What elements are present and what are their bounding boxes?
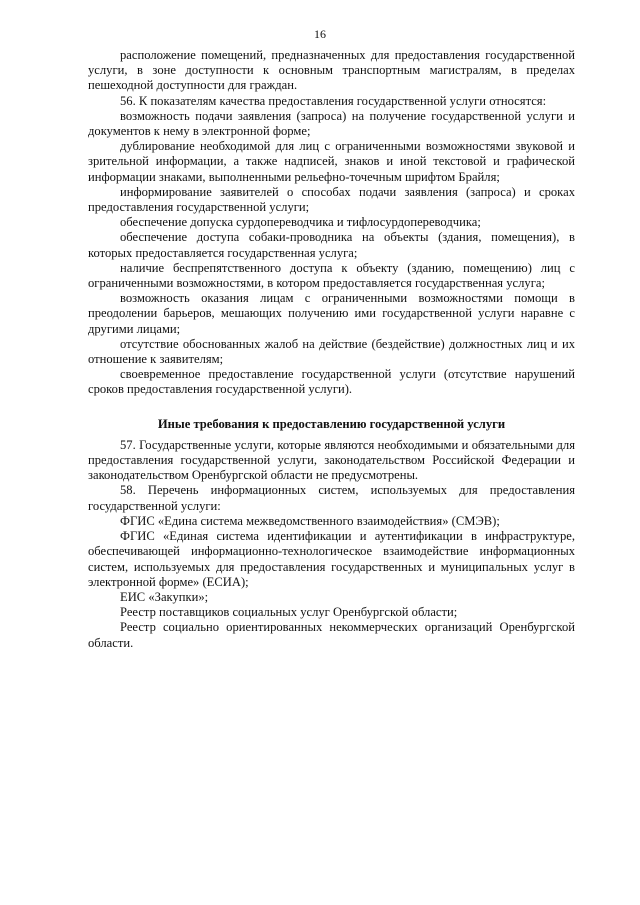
paragraph: расположение помещений, предназначенных для предоставления государственной услуги, в зоне доступности к основным транспортным магистралям, в пределах пешеходной доступности для граждан. [88, 48, 575, 93]
paragraph: отсутствие обоснованных жалоб на действие (бездействие) должностных лиц и их отношение к заявителям; [88, 336, 575, 367]
paragraph: своевременное предоставление государственной услуги (отсутствие нарушений сроков предоставления государственной услуги). [88, 367, 575, 397]
paragraph: ЕИС «Закупки»; [120, 589, 209, 604]
paragraph: Реестр поставщиков социальных услуг Оренбургской области; [120, 605, 458, 620]
paragraph: 56. К показателям качества предоставления государственной услуги относятся: [120, 93, 547, 108]
section-heading: Иные требования к предоставлению государственной услуги [157, 416, 506, 431]
paragraph: 57. Государственные услуги, которые являются необходимыми и обязательными для предоставления государственной услуги, законодательством Российской Федерации и законодательством Оренбургской области не предусмотрены. [88, 437, 575, 483]
document-body [88, 48, 575, 651]
paragraph: ФГИС «Единая система идентификации и аутентификации в инфраструктуре, обеспечивающей информационно-технологическое взаимодействие информационных систем, используемых для предоставления государственных и муниципальных услуг в электронной форме» (ЕСИА); [88, 529, 575, 589]
paragraph: обеспечение доступа собаки-проводника на объекты (здания, помещения), в которых предоставляется государственная услуга; [88, 230, 575, 260]
paragraph: ФГИС «Едина система межведомственного взаимодействия» (СМЭВ); [120, 513, 500, 528]
paragraph: наличие беспрепятственного доступа к объекту (зданию, помещению) лиц с ограниченными возможностями, в котором предоставляется государственная услуга; [88, 260, 575, 291]
paragraph: информирование заявителей о способах подачи заявления (запроса) и сроках предоставления государственной услуги; [88, 184, 575, 215]
paragraph: Реестр социально ориентированных некоммерческих организаций Оренбургской области. [88, 620, 575, 650]
paragraph: возможность оказания лицам с ограниченными возможностями помощи в преодолении барьеров, мешающих получению ими государственной услуги наравне с другими лицами; [88, 291, 575, 336]
paragraph: дублирование необходимой для лиц с ограниченными возможностями звуковой и зрительной информации, а также надписей, знаков и иной текстовой и графической информации знаками, выполненными рельефно-точечным шрифтом Брайля; [88, 139, 575, 184]
paragraph: обеспечение допуска сурдопереводчика и тифлосурдопереводчика; [120, 215, 481, 230]
paragraph: 58. Перечень информационных систем, используемых для предоставления государственной услуги: [88, 483, 575, 513]
paragraph: возможность подачи заявления (запроса) на получение государственной услуги и документов к нему в электронной форме; [88, 108, 575, 139]
page-number: 16 [314, 27, 326, 41]
